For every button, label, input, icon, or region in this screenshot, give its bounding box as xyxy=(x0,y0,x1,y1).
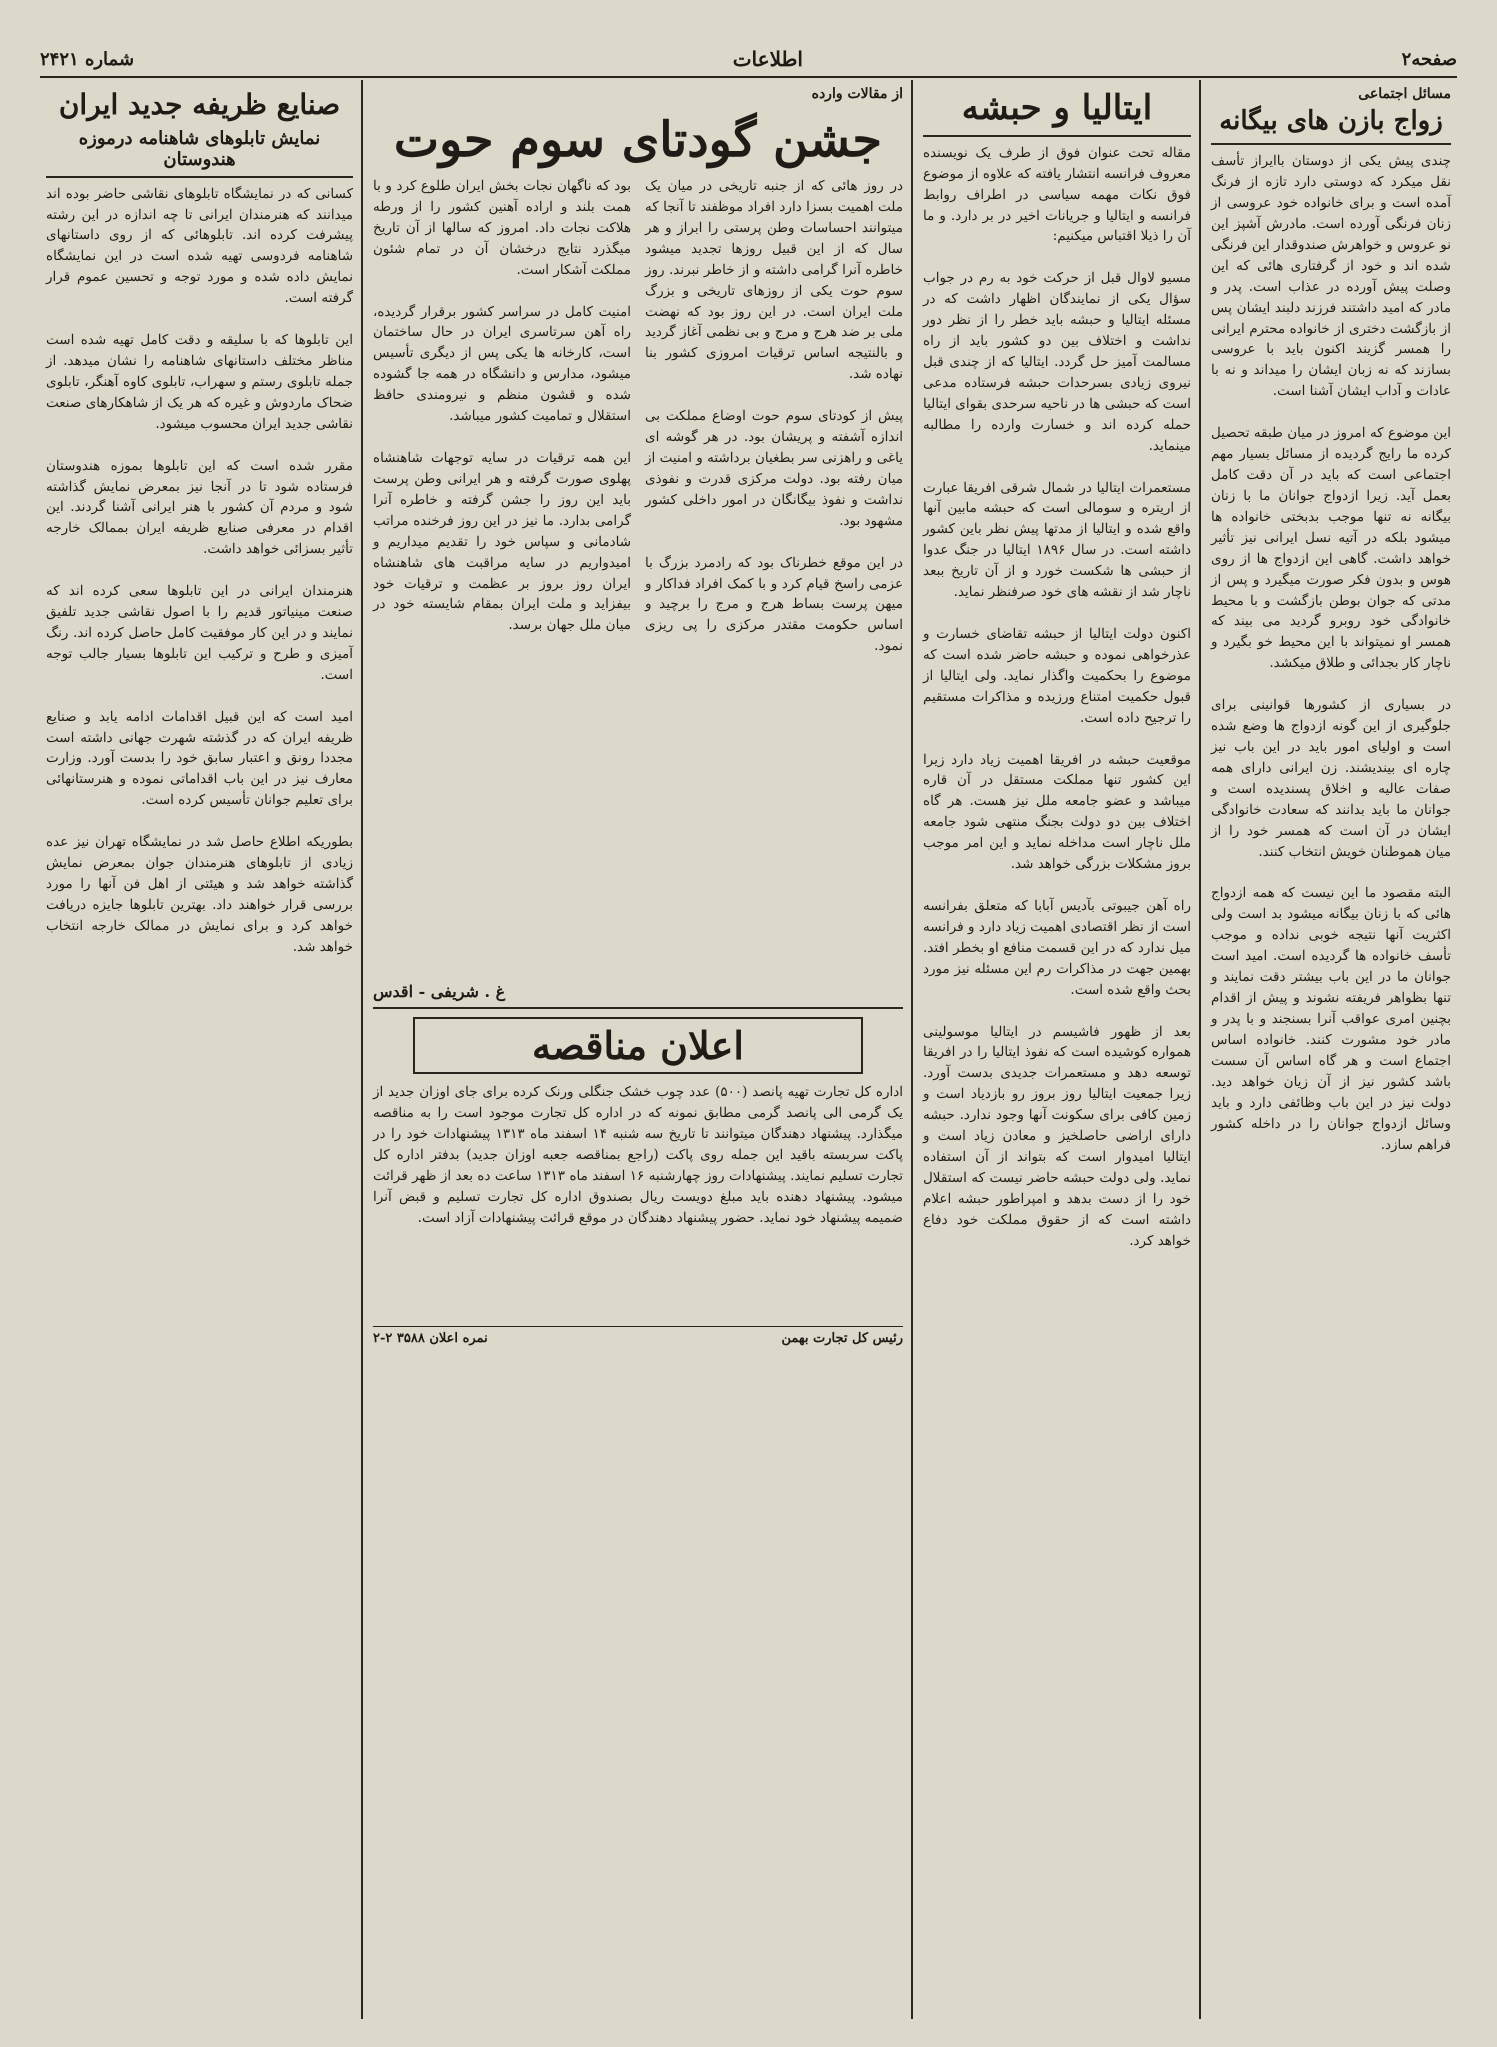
page-header xyxy=(40,42,1457,78)
article-columns xyxy=(373,176,903,976)
article-title: ایتالیا و حبشه xyxy=(961,88,1153,128)
article-body-part-2: بود که ناگهان نجات بخش ایران طلوع کرد و با همت بلند و اراده آهنین کشور را از ورطه هلاکت نجات داد. امروز که سالها از آن تاریخ میگذرد نتایج درخشان آن در تمام شئون مملکت آشکار است. امنیت کامل در سراسر کشور برقرار گردیده، راه آهن سرتاسری ایران در حال ساختمان است، کارخانه ها یکی پس از دیگری تأسیس میشود، مدارس و دانشگاه در همه جا گشوده شده و قشون منظم و نیرومندی حافظ استقلال و تمامیت کشور میباشد. این همه ترقیات در سایه توجهات شاهنشاه پهلوی صورت گرفته و هر ایرانی وطن پرست باید این روز را جشن گرفته و خاطره آنرا گرامی بدارد. ما نیز در این روز فرخنده مراتب شادمانی و سپاس خود را تقدیم میداریم و امیدواریم در سایه مراقبت های شاهنشاه ایران روز بروز بر عظمت و ترقیات خود بیفزاید و ملت ایران بمقام شایسته خود در میان ملل جهان برسد. xyxy=(373,178,631,634)
divider xyxy=(923,135,1191,137)
column-italy-ethiopia xyxy=(917,80,1197,2019)
article-signature: غ . شریفی - اقدس xyxy=(373,982,506,1001)
column-coup-anniversary xyxy=(367,80,909,2019)
article-body: کسانی که در نمایشگاه تابلوهای نقاشی حاضر بوده اند میدانند که هنرمندان ایرانی تا چه اندازه در این رشته پیشرفت کرده اند. تابلوهائی که از روی داستانهای شاهنامه فردوسی تهیه شده است در این نمایشگاه نمایش داده شده و مورد توجه و تحسین عموم قرار گرفته است. این تابلوها که با سلیقه و دقت کامل تهیه شده است مناظر مختلف داستانهای شاهنامه را نشان میدهد. از جمله تابلوی رستم و سهراب، تابلوی کاوه آهنگر، تابلوی ضحاک ماردوش و غیره که هر یک از شاهکارهای صنعت نقاشی جدید ایران محسوب میشود. مقرر شده است که این تابلوها بموزه هندوستان فرستاده شود تا در آنجا نیز بمعرض نمایش گذاشته شود و مردم آن کشور با هنر ایرانی آشنا گردند. این اقدام در معرفی صنایع ظریفه ایران بممالک خارجه تأثیر بسزائی خواهد داشت. هنرمندان ایرانی در این تابلوها سعی کرده اند که صنعت مینیاتور قدیم را با اصول نقاشی جدید تلفیق نمایند و در این کار موفقیت کامل حاصل کرده اند. رنگ آمیزی و طرح و ترکیب این تابلوها بسیار جالب توجه است. امید است که این قبیل اقدامات ادامه یابد و صنایع ظریفه ایران که در گذشته شهرت جهانی داشته است مجددا رونق و اعتبار سابق خود را بدست آورد. وزارت معارف نیز در این باب اقداماتی نموده و هنرستانهائی برای تعلیم جوانان تأسیس کرده است. بطوریکه اطلاع حاصل شد در نمایشگاه تهران نیز عده زیادی از تابلوهای هنرمندان جوان بمعرض نمایش گذاشته خواهد شد و هیئتی از اهل فن آنها را مورد بررسی قرار خواهند داد. بهترین تابلوها جایزه دریافت خواهد کرد و برای نمایش در ممالک خارجه انتخاب خواهد شد. xyxy=(46,185,353,955)
column-rule xyxy=(361,80,363,2019)
article-title: جشن گودتای سوم حوت xyxy=(393,112,883,168)
page-number: صفحه۲ xyxy=(1401,48,1457,70)
column-rule xyxy=(1199,80,1201,2019)
tender-ad-body: اداره کل تجارت تهیه پانصد (۵۰۰) عدد چوب خشک جنگلی ورنک کرده برای جای اوزان جدید از یک گرمی الی پانصد گرمی مطابق نمونه که در اداره کل تجارت موجود است را به مناقصه میگذارد. پیشنهاد دهندگان میتوانند تا تاریخ سه شنبه ۱۴ اسفند ماه ۱۳۱۳ پیشنهادات خود را در پاکت سربسته باقید این جمله روی پاکت (راجع بمناقصه جعبه اوزان جدید) بدفتر اداره کل تجارت تسلیم نمایند. پیشنهادات روز چهارشنبه ۱۶ اسفند ماه ۱۳۱۳ ساعت ده بعد از ظهر قرائت میشود. پیشنهاد دهنده باید مبلغ دویست ریال بصندوق اداره کل تجارت تسلیم و قبض آنرا ضمیمه پیشنهاد خود نماید. حضور پیشنهاد دهندگان در موقع قرائت پیشنهادات آزاد است. xyxy=(368,1084,904,1226)
article-title: صنایع ظریفه جدید ایران xyxy=(58,88,341,121)
column-social-article xyxy=(1205,80,1457,2019)
divider xyxy=(46,176,353,178)
article-body: چندی پیش یکی از دوستان باایراز تأسف نقل میکرد که دوستی دارد تازه از فرنگ آمده است و برای خانواده خود عروسی از زنان فرنگی آورده است. مادرش آشپز این نو عروس و خواهرش صندوقدار این فرنگی شده اند و خود از گرفتاری هائی که این وصلت پیش آورده در عذاب است. پدر و مادر که امید داشتند فرزند دلبند ایشان پس از بازگشت دختری از خانواده محترم ایرانی را همسر گزیند اکنون باید با عروسی بسازند که نه زبان ایشان را میداند و نه با عادات و آداب ایشان آشنا است. این موضوع که امروز در میان طبقه تحصیل کرده ما رایج گردیده از مسائل بسیار مهم اجتماعی است که باید در آن دقت کامل بعمل آید. زیرا ازدواج جوانان ما با زنان بیگانه نه تنها موجب بدبختی خانواده ها میشود بلکه در آتیه نسل ایرانی نیز تأثیر خواهد داشت. گاهی این ازدواج ها از روی هوس و بدون فکر صورت میگیرد و پس از مدتی که جوان بوطن بازگشت و با محیط خانوادگی خود روبرو گردید می بیند که همسر او نمیتواند با این محیط خو بگیرد و ناچار کار بجدائی و طلاق میکشد. در بسیاری از کشورها قوانینی برای جلوگیری از این گونه ازدواج ها وضع شده است و اولیای امور باید در این باب نیز چاره ای بیندیشند. زن ایرانی دارای همه صفات عالیه و اخلاق پسندیده است و جوانان ما باید بدانند که سعادت خانوادگی ایشان در آن است که همسر خود را از میان هموطنان خویش انتخاب کنند. البته مقصود ما این نیست که همه ازدواج هائی که با زنان بیگانه میشود بد است ولی اکثریت آنها نتیجه خوبی نداده و موجب تأسف خانواده ها گردیده است. امید است جوانان ما در این باب بیشتر دقت نمایند و تنها بظواهر فریفته نشوند و پیش از اقدام بچنین امری عواقب آنرا بسنجند و با پدر و مادر خود مشورت کنند. خانواده اساس اجتماع است و هر گاه اساس آن سست باشد کشور نیز از آن زیان خواهد دید. دولت نیز در این باب وظائفی دارد و باید وسائل ازدواج جوانان را در داخله کشور فراهم سازد. xyxy=(1211,153,1451,1153)
article-body-part-1: در روز هائی که از جنبه تاریخی در میان یک ملت اهمیت بسزا دارد افراد موظفند تا آنجا که میتوانند احساسات وطن پرستی را ابراز و هر سال که از این قبیل روزها تجدید میشود خاطره آنرا گرامی داشته و از خاطر نبرند. روز سوم حوت یکی از روزهای تاریخی و بزرگ ملت ایران است. در این روز بود که نهضت ملی بر ضد هرج و مرج و بی نظمی آغاز گردید و بالنتیجه اساس ترقیات امروزی کشور بنا نهاده شد. پیش از کودتای سوم حوت اوضاع مملکت بی اندازه آشفته و پریشان بود. در هر گوشه ای یاغی و راهزنی سر بطغیان برداشته و امنیت از میان رفته بود. دولت مرکزی قدرت و نفوذی نداشت و نفوذ بیگانگان در امور داخلی کشور مشهود بود. در این موقع خطرناک بود که رادمرد بزرگ با عزمی راسخ قیام کرد و با کمک افراد فداکار و میهن پرست بساط هرج و مرج را برچید و اساس حکومت مقتدر مرکزی را پی ریزی نمود. xyxy=(645,178,903,655)
divider xyxy=(1211,143,1451,145)
newspaper-name: اطلاعات xyxy=(732,47,803,71)
article-title: زواج بازن های بیگانه xyxy=(1219,106,1443,136)
article-body: مقاله تحت عنوان فوق از طرف یک نویسنده معروف فرانسه انتشار یافته که علاوه از موضوع فوق نکات مهمه سیاسی در اطراف روابط فرانسه و ایتالیا و جریانات اخیر در بر دارد. و ما آن را ذیلا اقتباس میکنیم: مسیو لاوال قبل از حرکت خود به رم در جواب سؤال یکی از نمایندگان اظهار داشت که در مسئله ایتالیا و حبشه باید خطر را از نظر دور نداشت و اختلاف بین دو کشور باید از راه مسالمت آمیز حل گردد. ایتالیا که از چندی قبل نیروی زیادی بسرحدات حبشه فرستاده مدعی است که حبشی ها در ناحیه سرحدی بقوای ایتالیا حمله کرده اند و خسارت وارده را مطالبه مینماید. مستعمرات ایتالیا در شمال شرقی افریقا عبارت از اریتره و سومالی است که حبشه مابین آنها واقع شده و ایتالیا از مدتها پیش نظر باین کشور داشته است. در سال ۱۸۹۶ ایتالیا در جنگ عدوا از حبشی ها شکست خورد و از آن تاریخ ببعد ناچار شد از نقشه های خود صرفنظر نماید. اکنون دولت ایتالیا از حبشه تقاضای خسارت و عذرخواهی نموده و حبشه حاضر شده است که موضوع را بحکمیت واگذار نماید. ولی ایتالیا از قبول حکمیت امتناع ورزیده و مذاکرات مستقیم را ترجیح داده است. موقعیت حبشه در افریقا اهمیت زیاد دارد زیرا این کشور تنها مملکت مستقل در آن قاره میباشد و عضو جامعه ملل نیز هست. هر گاه اختلاف بین دو دولت بجنگ منتهی شود جامعه ملل ناچار است مداخله نماید و این امر موجب بروز مشکلات بزرگی خواهد شد. راه آهن جیبوتی بآدیس آبابا که متعلق بفرانسه است از نظر اقتصادی اهمیت زیاد دارد و فرانسه میل ندارد که در این قسمت منافع او بخطر افتد. بهمین جهت در مذاکرات رم این مسئله نیز مورد بحث واقع شده است. بعد از ظهور فاشیسم در ایتالیا موسولینی همواره کوشیده است که نفوذ ایتالیا را در افریقا توسعه دهد و مستعمرات جدیدی بدست آورد. زیرا جمعیت ایتالیا روز بروز رو بازدیاد است و زمین کافی برای سکونت آنها وجود ندارد. حبشه دارای اراضی حاصلخیز و معادن زیاد است و ایتالیا امیدوار است که بتواند از آن استفاده نماید. ولی دولت حبشه حاضر نیست که استقلال خود را از دست بدهد و امپراطور حبشه اعلام داشته است که از حقوق مملکت خود دفاع خواهد کرد. xyxy=(923,144,1191,1249)
divider xyxy=(373,1007,903,1009)
section-kicker: از مقالات وارده xyxy=(811,86,903,102)
column-rule xyxy=(911,80,913,2019)
tender-ad-footer xyxy=(373,1326,903,1346)
tender-signatory: رئیس کل تجارت بهمن xyxy=(781,1331,903,1346)
issue-number: شماره ۲۴۲۱ xyxy=(40,48,135,70)
article-subtitle: نمایش تابلوهای شاهنامه درموزه هندوستان xyxy=(78,127,321,170)
tender-ad-title: اعلان مناقصه xyxy=(413,1017,863,1074)
tender-ad-number: نمره اعلان ۳۵۸۸ ۲-۲ xyxy=(373,1331,488,1346)
column-fine-arts xyxy=(40,80,359,2019)
section-kicker: مسائل اجتماعی xyxy=(1358,86,1451,102)
